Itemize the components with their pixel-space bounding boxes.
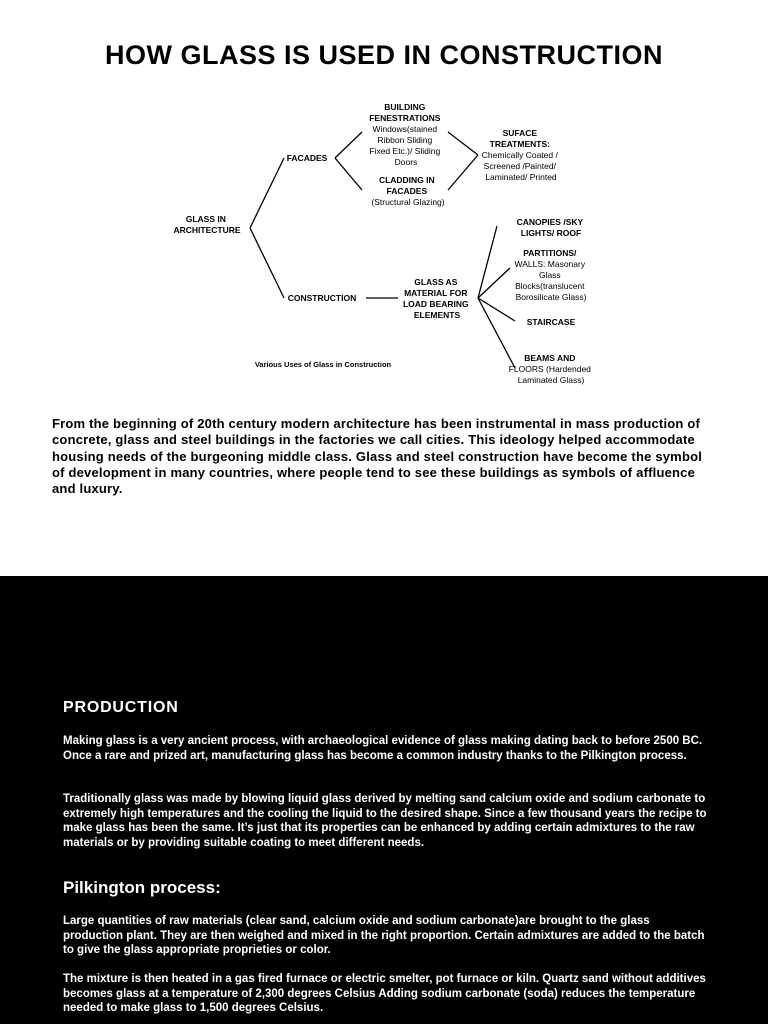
pilkington-heading: Pilkington process:	[63, 878, 221, 897]
production-paragraph-1: Making glass is a very ancient process, with archaeological evidence of glass making dating back to before 2500 BC. Once a rare and prized art, manufacturing glass has become a common industry thanks to the Pilkington process.	[63, 735, 703, 762]
production-heading: PRODUCTION	[63, 699, 179, 716]
node-facades: FACADES	[286, 153, 328, 163]
node-surface-treatments: SUFACE TREATMENTS: Chemically Coated / Screened /Painted/ Laminated/ Printed	[481, 128, 558, 182]
diagram-connectors	[250, 132, 515, 368]
node-construction: CONSTRUCTION	[287, 293, 357, 303]
intro-paragraph: From the beginning of 20th century modern architecture has been instrumental in mass production of concrete, glass and steel buildings in the factories we call cities. This ideology helped accommodate housing needs of the burgeoning middle class. Glass and steel construction have become the symbol of development in many countries, where people tend to see these buildings as symbols of affluence and luxury.	[52, 416, 703, 497]
node-fenestrations: BUILDING FENESTRATIONS Windows(stained Ribbon Sliding Fixed Etc.)/ Sliding Doors	[369, 102, 441, 167]
node-staircase: STAIRCASE	[526, 317, 576, 327]
node-load-bearing: GLASS AS MATERIAL FOR LOAD BEARING ELEMENTS	[402, 277, 469, 320]
pilkington-paragraph-2: The mixture is then heated in a gas fired furnace or electric smelter, pot furnace or kiln. Quartz sand without additives becomes glass at a temperature of 2,300 degrees Celsius Adding sodium carbonate (soda) reduces the temperature needed to make glass to 1,500 degrees Celsius.	[63, 973, 706, 1014]
pilkington-paragraph-1: Large quantities of raw materials (clear sand, calcium oxide and sodium carbonate)are brought to the glass production plant. They are then weighed and mixed in the right proportion. Certain admixtures are added to the batch to give the glass appropriate proprieties or color.	[63, 915, 705, 956]
page-title: HOW GLASS IS USED IN CONSTRUCTION	[104, 40, 664, 70]
glass-uses-diagram	[0, 0, 768, 400]
production-paragraph-2: Traditionally glass was made by blowing liquid glass derived by melting sand calcium oxide and sodium carbonate to extremely high temperatures and the cooling the liquid to the desired shape. Since a few thousand years the recipe to make glass has been the same. It’s just that its properties can be enhanced by adding certain admixtures to the raw materials or by providing suitable coating to meet different needs.	[63, 793, 707, 849]
node-partitions: PARTITIONS/ WALLS: Masonary Glass Blocks(translucent Borosilicate Glass)	[514, 248, 587, 302]
diagram-caption: Various Uses of Glass in Construction	[254, 360, 392, 369]
node-cladding: CLADDING IN FACADES (Structural Glazing)	[371, 175, 445, 207]
node-root: GLASS IN ARCHITECTURE	[173, 214, 241, 235]
node-canopies: CANOPIES /SKY LIGHTS/ ROOF	[516, 217, 584, 238]
node-beams: BEAMS AND FLOORS (Hardended Laminated Glass)	[508, 353, 591, 385]
